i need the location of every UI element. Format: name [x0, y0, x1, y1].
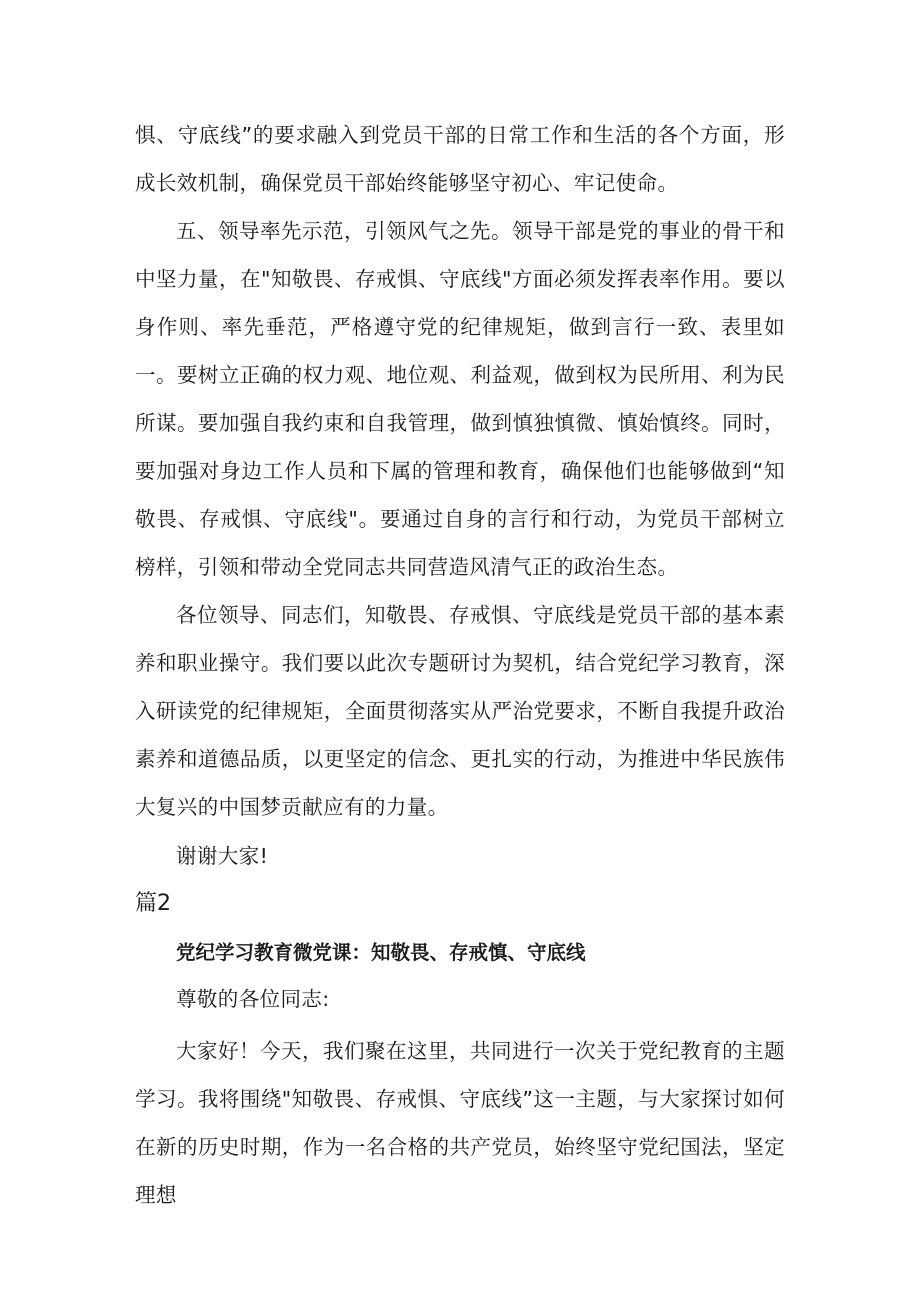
paragraph-closing-remarks: 各位领导、同志们，知敬畏、存戒惧、守底线是党员干部的基本素养和职业操守。我们要以此次专题研讨为契机，结合党纪学习教育，深入研读党的纪律规矩，全面贯彻落实从严治党要求，不断自我提升政治素养和道德品质，以更坚定的信念、更扎实的行动，为推进中华民族伟大复兴的中国梦贡献应有的力量。	[135, 603, 785, 819]
section-heading: 篇2	[135, 891, 171, 916]
salutation-line: 尊敬的各位同志:	[176, 987, 330, 1011]
paragraph-leadership-example: 五、领导率先示范，引领风气之先。领导干部是党的事业的骨干和中坚力量，在"知敬畏、存戒惧、守底线"方面必须发挥表率作用。要以身作则、率先垂范，严格遵守党的纪律规矩，做到言行一致、表里如一。要树立正确的权力观、地位观、利益观，做到权为民所用、利为民所谋。要加强自我约束和自我管理，做到慎独慎微、慎始慎终。同时，要加强对身边工作人员和下属的管理和教育，确保他们也能够做到“知敬畏、存戒惧、守底线"。要通过自身的言行和行动，为党员干部树立榜样，引领和带动全党同志共同营造风清气正的政治生态。	[135, 219, 785, 579]
paragraph-opening: 大家好！今天，我们聚在这里，共同进行一次关于党纪教育的主题学习。我将围绕"知敬畏、存戒惧、守底线”这一主题，与大家探讨如何在新的历史时期，作为一名合格的共产党员，始终坚守党纪国法，坚定理想	[135, 1039, 785, 1207]
paragraph-continuation: 惧、守底线”的要求融入到党员干部的日常工作和生活的各个方面，形成长效机制，确保党员干部始终能够坚守初心、牢记使命。	[135, 123, 785, 195]
thanks-line: 谢谢大家!	[176, 844, 269, 868]
lecture-title: 党纪学习教育微党课：知敬畏、存戒慎、守底线	[176, 941, 586, 964]
